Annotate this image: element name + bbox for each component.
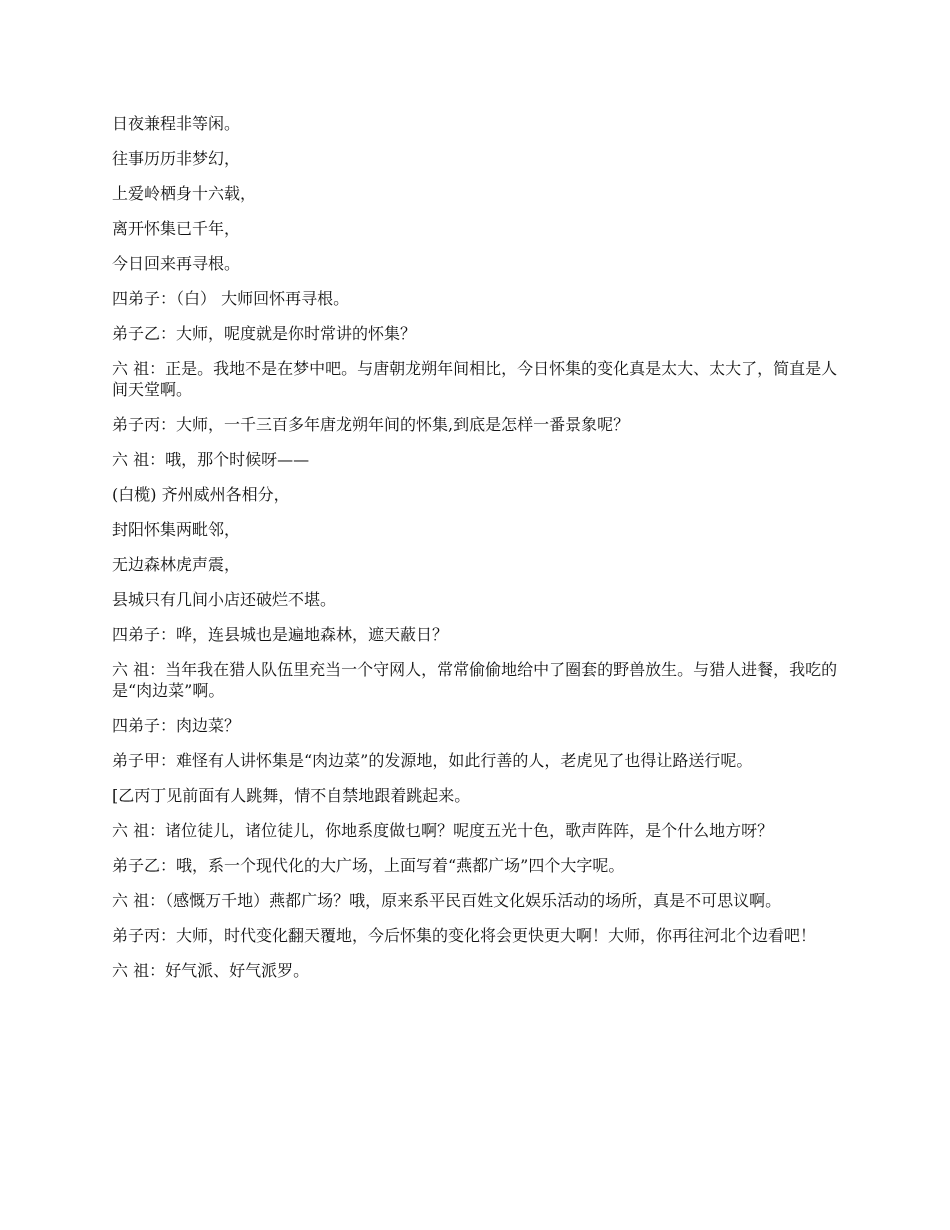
dialogue-line: 六 祖：诸位徒儿，诸位徒儿，你地系度做乜啊？呢度五光十色，歌声阵阵，是个什么地方呀？	[112, 821, 774, 840]
dialogue-line: 弟子丙：大师，一千三百多年唐龙朔年间的怀集,到底是怎样一番景象呢？	[112, 415, 630, 434]
dialogue-line: 弟子甲：难怪有人讲怀集是“肉边菜”的发源地，如此行善的人，老虎见了也得让路送行呢。	[112, 751, 753, 770]
text-line: 无边森林虎声震，	[112, 555, 241, 574]
document-page	[112, 113, 842, 995]
text-line: 今日回来再寻根。	[112, 254, 241, 273]
dialogue-line: 六 祖：好气派、好气派罗。	[112, 961, 310, 980]
dialogue-line: 六 祖：哦，那个时候呀——	[112, 450, 310, 469]
text-line: 上爱岭栖身十六载，	[112, 184, 257, 203]
dialogue-line: 四弟子：肉边菜？	[112, 716, 241, 735]
dialogue-line: 四弟子：哗，连县城也是遍地森林，遮天蔽日？	[112, 625, 449, 644]
text-line: 县城只有几间小店还破烂不堪。	[112, 590, 337, 609]
dialogue-line: 四弟子：（白） 大师回怀再寻根。	[112, 289, 350, 308]
text-line: 日夜兼程非等闲。	[112, 114, 241, 133]
dialogue-line: 六 祖：当年我在猎人队伍里充当一个守网人，常常偷偷地给中了圈套的野兽放生。与猎人进餐，我吃的是“肉边菜”啊。	[112, 660, 838, 700]
dialogue-line: 弟子丙：大师，时代变化翻天覆地，今后怀集的变化将会更快更大啊！大师，你再往河北个边看吧！	[112, 926, 817, 945]
stage-direction: [乙丙丁见前面有人跳舞，情不自禁地跟着跳起来。	[112, 786, 471, 805]
text-line: 往事历历非梦幻，	[112, 149, 241, 168]
text-line: 封阳怀集两毗邻，	[112, 520, 241, 539]
text-line: (白榄) 齐州威州各相分，	[112, 485, 290, 504]
dialogue-line: 弟子乙：大师，呢度就是你时常讲的怀集？	[112, 324, 417, 343]
text-line: 离开怀集已千年，	[112, 219, 241, 238]
dialogue-line: 六 祖：正是。我地不是在梦中吧。与唐朝龙朔年间相比，今日怀集的变化真是太大、太大了，简直是人间天堂啊。	[112, 359, 838, 399]
dialogue-line: 弟子乙：哦，系一个现代化的大广场，上面写着“燕都广场”四个大字呢。	[112, 856, 625, 875]
dialogue-line: 六 祖：（感慨万千地）燕都广场？哦，原来系平民百姓文化娱乐活动的场所，真是不可思议啊。	[112, 891, 782, 910]
